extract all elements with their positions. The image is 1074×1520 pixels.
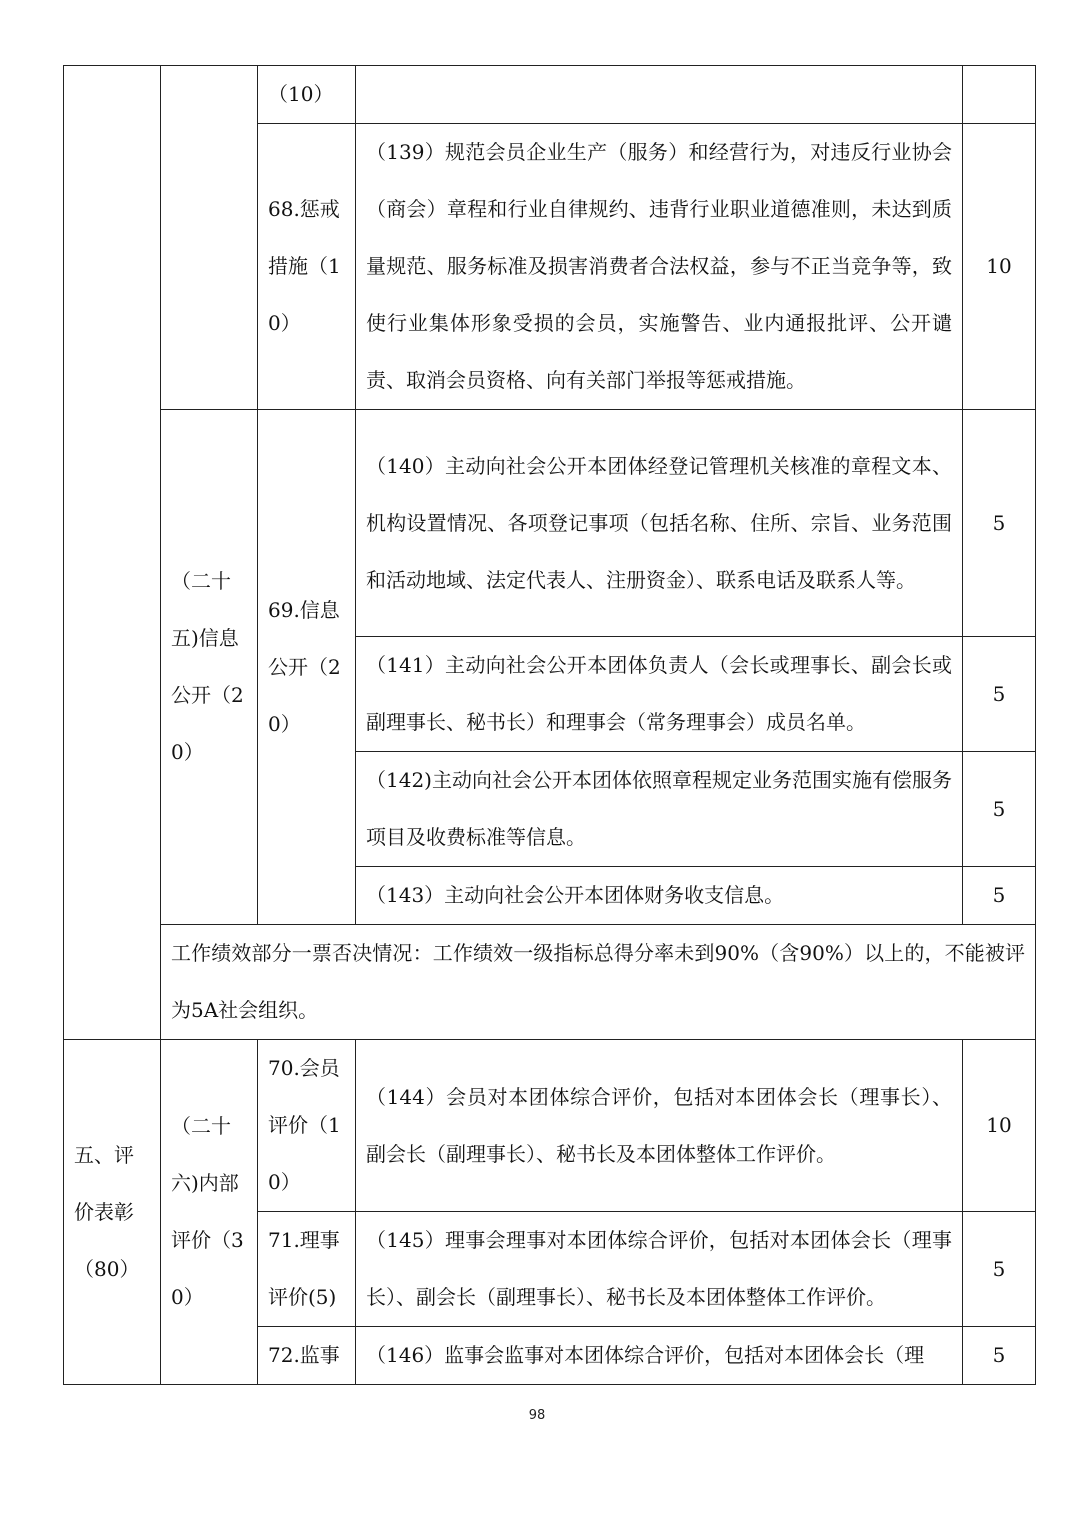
score-cell: 5 (963, 410, 1036, 637)
score-cell: 10 (963, 124, 1036, 410)
criteria-cell: （140）主动向社会公开本团体经登记管理机关核准的章程文本、机构设置情况、各项登记事项（包括名称、住所、宗旨、业务范围和活动地域、法定代表人、注册资金）、联系电话及联系人等。 (356, 410, 963, 637)
criteria-cell: （141）主动向社会公开本团体负责人（会长或理事长、副会长或副理事长、秘书长）和理事会（常务理事会）成员名单。 (356, 637, 963, 752)
veto-note: 工作绩效部分一票否决情况：工作绩效一级指标总得分率未到90%（含90%）以上的，不能被评为5A社会组织。 (161, 925, 1036, 1040)
level3-cell: 70.会员评价（10） (258, 1040, 356, 1212)
level2-cell: （二十六)内部评价（30） (161, 1040, 258, 1385)
level1-cell-empty (64, 66, 161, 1040)
level1-cell: 五、评价表彰（80） (64, 1040, 161, 1385)
criteria-cell: （143）主动向社会公开本团体财务收支信息。 (356, 867, 963, 925)
table-row (64, 410, 1036, 637)
level3-cell: 71.理事评价(5) (258, 1212, 356, 1327)
page-number: 98 (528, 1408, 546, 1423)
score-cell (963, 66, 1036, 124)
score-cell: 5 (963, 1212, 1036, 1327)
criteria-cell: （145）理事会理事对本团体综合评价，包括对本团体会长（理事长）、副会长（副理事长）、秘书长及本团体整体工作评价。 (356, 1212, 963, 1327)
table-row (64, 925, 1036, 1040)
criteria-cell-empty (356, 66, 963, 124)
table-row (64, 66, 1036, 124)
score-cell: 5 (963, 867, 1036, 925)
table-row (64, 1040, 1036, 1212)
score-cell: 5 (963, 637, 1036, 752)
level2-cell: （二十五)信息公开（20） (161, 410, 258, 925)
score-cell: 10 (963, 1040, 1036, 1212)
criteria-cell: （144）会员对本团体综合评价，包括对本团体会长（理事长）、副会长（副理事长）、秘书长及本团体整体工作评价。 (356, 1040, 963, 1212)
level3-cell: 68.惩戒措施（10） (258, 124, 356, 410)
level2-cell-empty (161, 66, 258, 410)
criteria-cell: （142)主动向社会公开本团体依照章程规定业务范围实施有偿服务项目及收费标准等信息。 (356, 752, 963, 867)
evaluation-table (63, 65, 1036, 1385)
level3-cell: 72.监事 (258, 1327, 356, 1385)
criteria-cell: （146）监事会监事对本团体综合评价，包括对本团体会长（理 (356, 1327, 963, 1385)
level3-cell: （10） (258, 66, 356, 124)
score-cell: 5 (963, 752, 1036, 867)
score-cell: 5 (963, 1327, 1036, 1385)
criteria-cell: （139）规范会员企业生产（服务）和经营行为，对违反行业协会（商会）章程和行业自律规约、违背行业职业道德准则，未达到质量规范、服务标准及损害消费者合法权益，参与不正当竞争等，致使行业集体形象受损的会员，实施警告、业内通报批评、公开谴责、取消会员资格、向有关部门举报等惩戒措施。 (356, 124, 963, 410)
level3-cell: 69.信息公开（20） (258, 410, 356, 925)
